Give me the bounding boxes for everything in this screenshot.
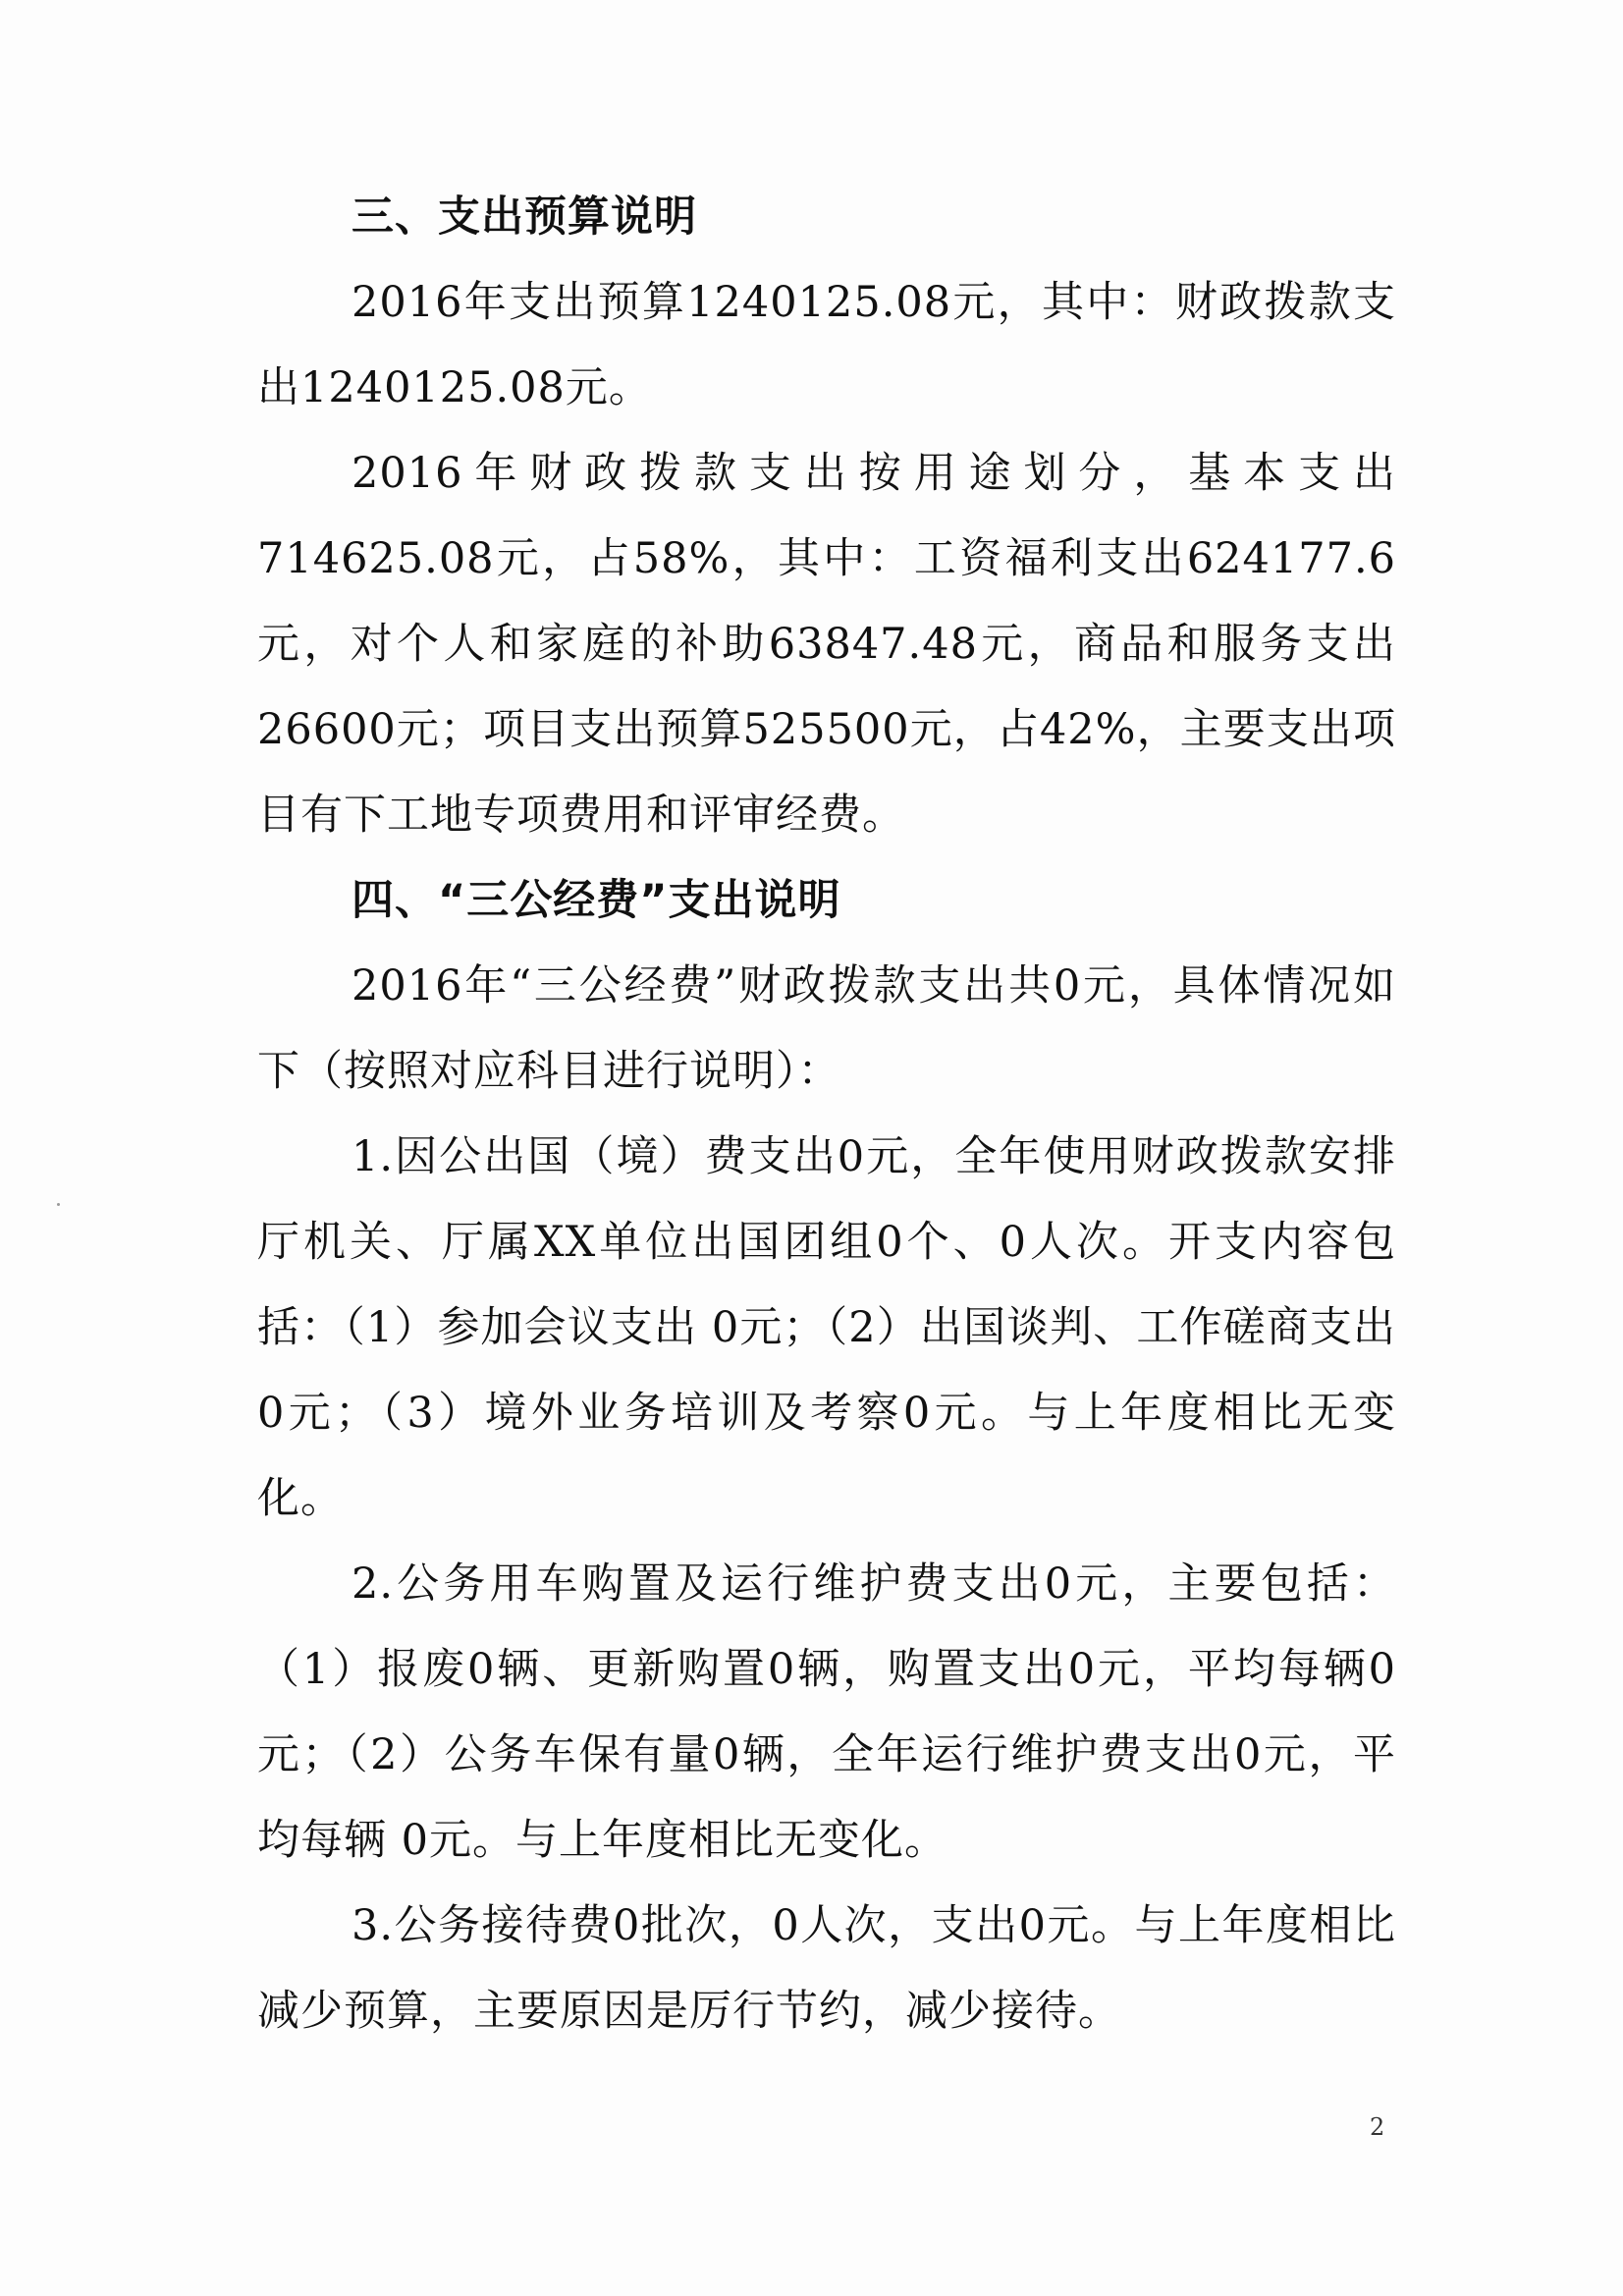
scan-artifact (57, 1203, 60, 1206)
section-expenditure-budget (257, 175, 1396, 858)
section-heading: 三、支出预算说明 (352, 192, 697, 242)
section-heading: 四、“三公经费”支出说明 (352, 876, 841, 925)
paragraph: 1.因公出国（境）费支出0元，全年使用财政拨款安排厅机关、厅属XX单位出国团组0个、0人次。开支内容包括：（1）参加会议支出 0元；（2）出国谈判、工作磋商支出 0元；（3）境外业务培训及考察0元。与上年度相比无变化。 (257, 1132, 1396, 1523)
paragraph: 2.公务用车购置及运行维护费支出0元，主要包括：（1）报废0辆、更新购置0辆，购置支出0元，平均每辆0元；（2）公务车保有量0辆，全年运行维护费支出0元，平均每辆 0元。与上年度相比无变化。 (257, 1559, 1396, 1865)
section-three-public-expenses (257, 858, 1396, 2054)
paragraph: 2016年支出预算1240125.08元，其中：财政拨款支出1240125.08元。 (257, 278, 1396, 412)
page-number: 2 (1370, 2113, 1385, 2141)
paragraph: 3.公务接待费0批次，0人次，支出0元。与上年度相比减少预算，主要原因是厉行节约，减少接待。 (257, 1901, 1396, 2036)
paragraph: 2016年财政拨款支出按用途划分，基本支出714625.08元，占58%，其中：工资福利支出624177.6元，对个人和家庭的补助63847.48元，商品和服务支出26600元；项目支出预算525500元，占42%，主要支出项目有下工地专项费用和评审经费。 (257, 449, 1396, 840)
paragraph: 2016年“三公经费”财政拨款支出共0元，具体情况如下（按照对应科目进行说明）： (257, 961, 1396, 1096)
document-body (257, 175, 1396, 2054)
